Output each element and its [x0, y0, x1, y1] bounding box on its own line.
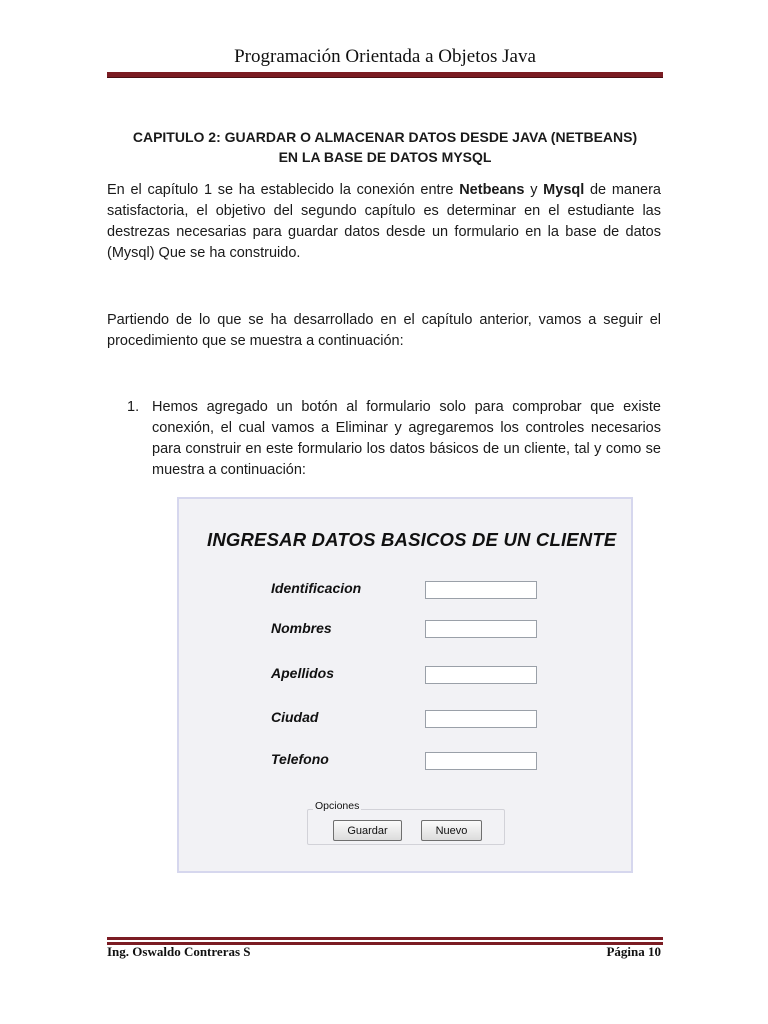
intro-text-3: de manera satisfactoria, el objetivo del segundo capítulo es determinar en el estudiante las destrezas necesarias para guardar datos desde un formulario en la base de datos (Mysql) Que se ha construido. [107, 182, 661, 261]
mysql-bold: Mysql [543, 182, 585, 198]
apellidos-label: Apellidos [271, 665, 335, 681]
chapter-title-line2: EN LA BASE DE DATOS MYSQL [278, 149, 492, 165]
options-legend: Opciones [315, 800, 360, 812]
list-item-text: Hemos agregado un botón al formulario solo para comprobar que existe conexión, el cual vamos a Eliminar y agregaremos los controles necesarios para construir en este formulario los datos básicos de un cliente, tal y como se muestra a continuación: [152, 399, 661, 478]
ciudad-input[interactable] [425, 710, 537, 728]
options-group [307, 800, 505, 845]
chapter-title-line1: CAPITULO 2: GUARDAR O ALMACENAR DATOS DESDE JAVA (NETBEANS) [132, 129, 638, 145]
netbeans-bold: Netbeans [459, 182, 525, 198]
form-title: INGRESAR DATOS BASICOS DE UN CLIENTE [207, 529, 617, 550]
identificacion-label: Identificacion [271, 580, 362, 596]
identificacion-input[interactable] [425, 581, 537, 599]
footer-divider [107, 937, 663, 942]
list-item-number: 1. [127, 399, 140, 415]
guardar-button[interactable]: Guardar [333, 820, 402, 841]
nombres-input[interactable] [425, 620, 537, 638]
nombres-label: Nombres [271, 620, 332, 636]
header-divider [107, 72, 663, 78]
ciudad-label: Ciudad [271, 709, 319, 725]
telefono-label: Telefono [271, 751, 329, 767]
telefono-input[interactable] [425, 752, 537, 770]
footer-author: Ing. Oswaldo Contreras S [107, 944, 251, 959]
intro-paragraph [107, 180, 661, 264]
client-form-screenshot [177, 497, 633, 873]
procedure-paragraph: Partiendo de lo que se ha desarrollado en el capítulo anterior, vamos a seguir el procedimiento que se muestra a continuación: [107, 312, 661, 349]
nuevo-button[interactable]: Nuevo [421, 820, 482, 841]
list-item [127, 397, 661, 481]
intro-text-2: y [524, 182, 544, 198]
intro-text-1: En el capítulo 1 se ha establecido la conexión entre [107, 182, 460, 198]
apellidos-input[interactable] [425, 666, 537, 684]
chapter-title [107, 127, 663, 167]
footer-page-number: Página 10 [606, 944, 661, 959]
page-header-title: Programación Orientada a Objetos Java [234, 46, 536, 67]
